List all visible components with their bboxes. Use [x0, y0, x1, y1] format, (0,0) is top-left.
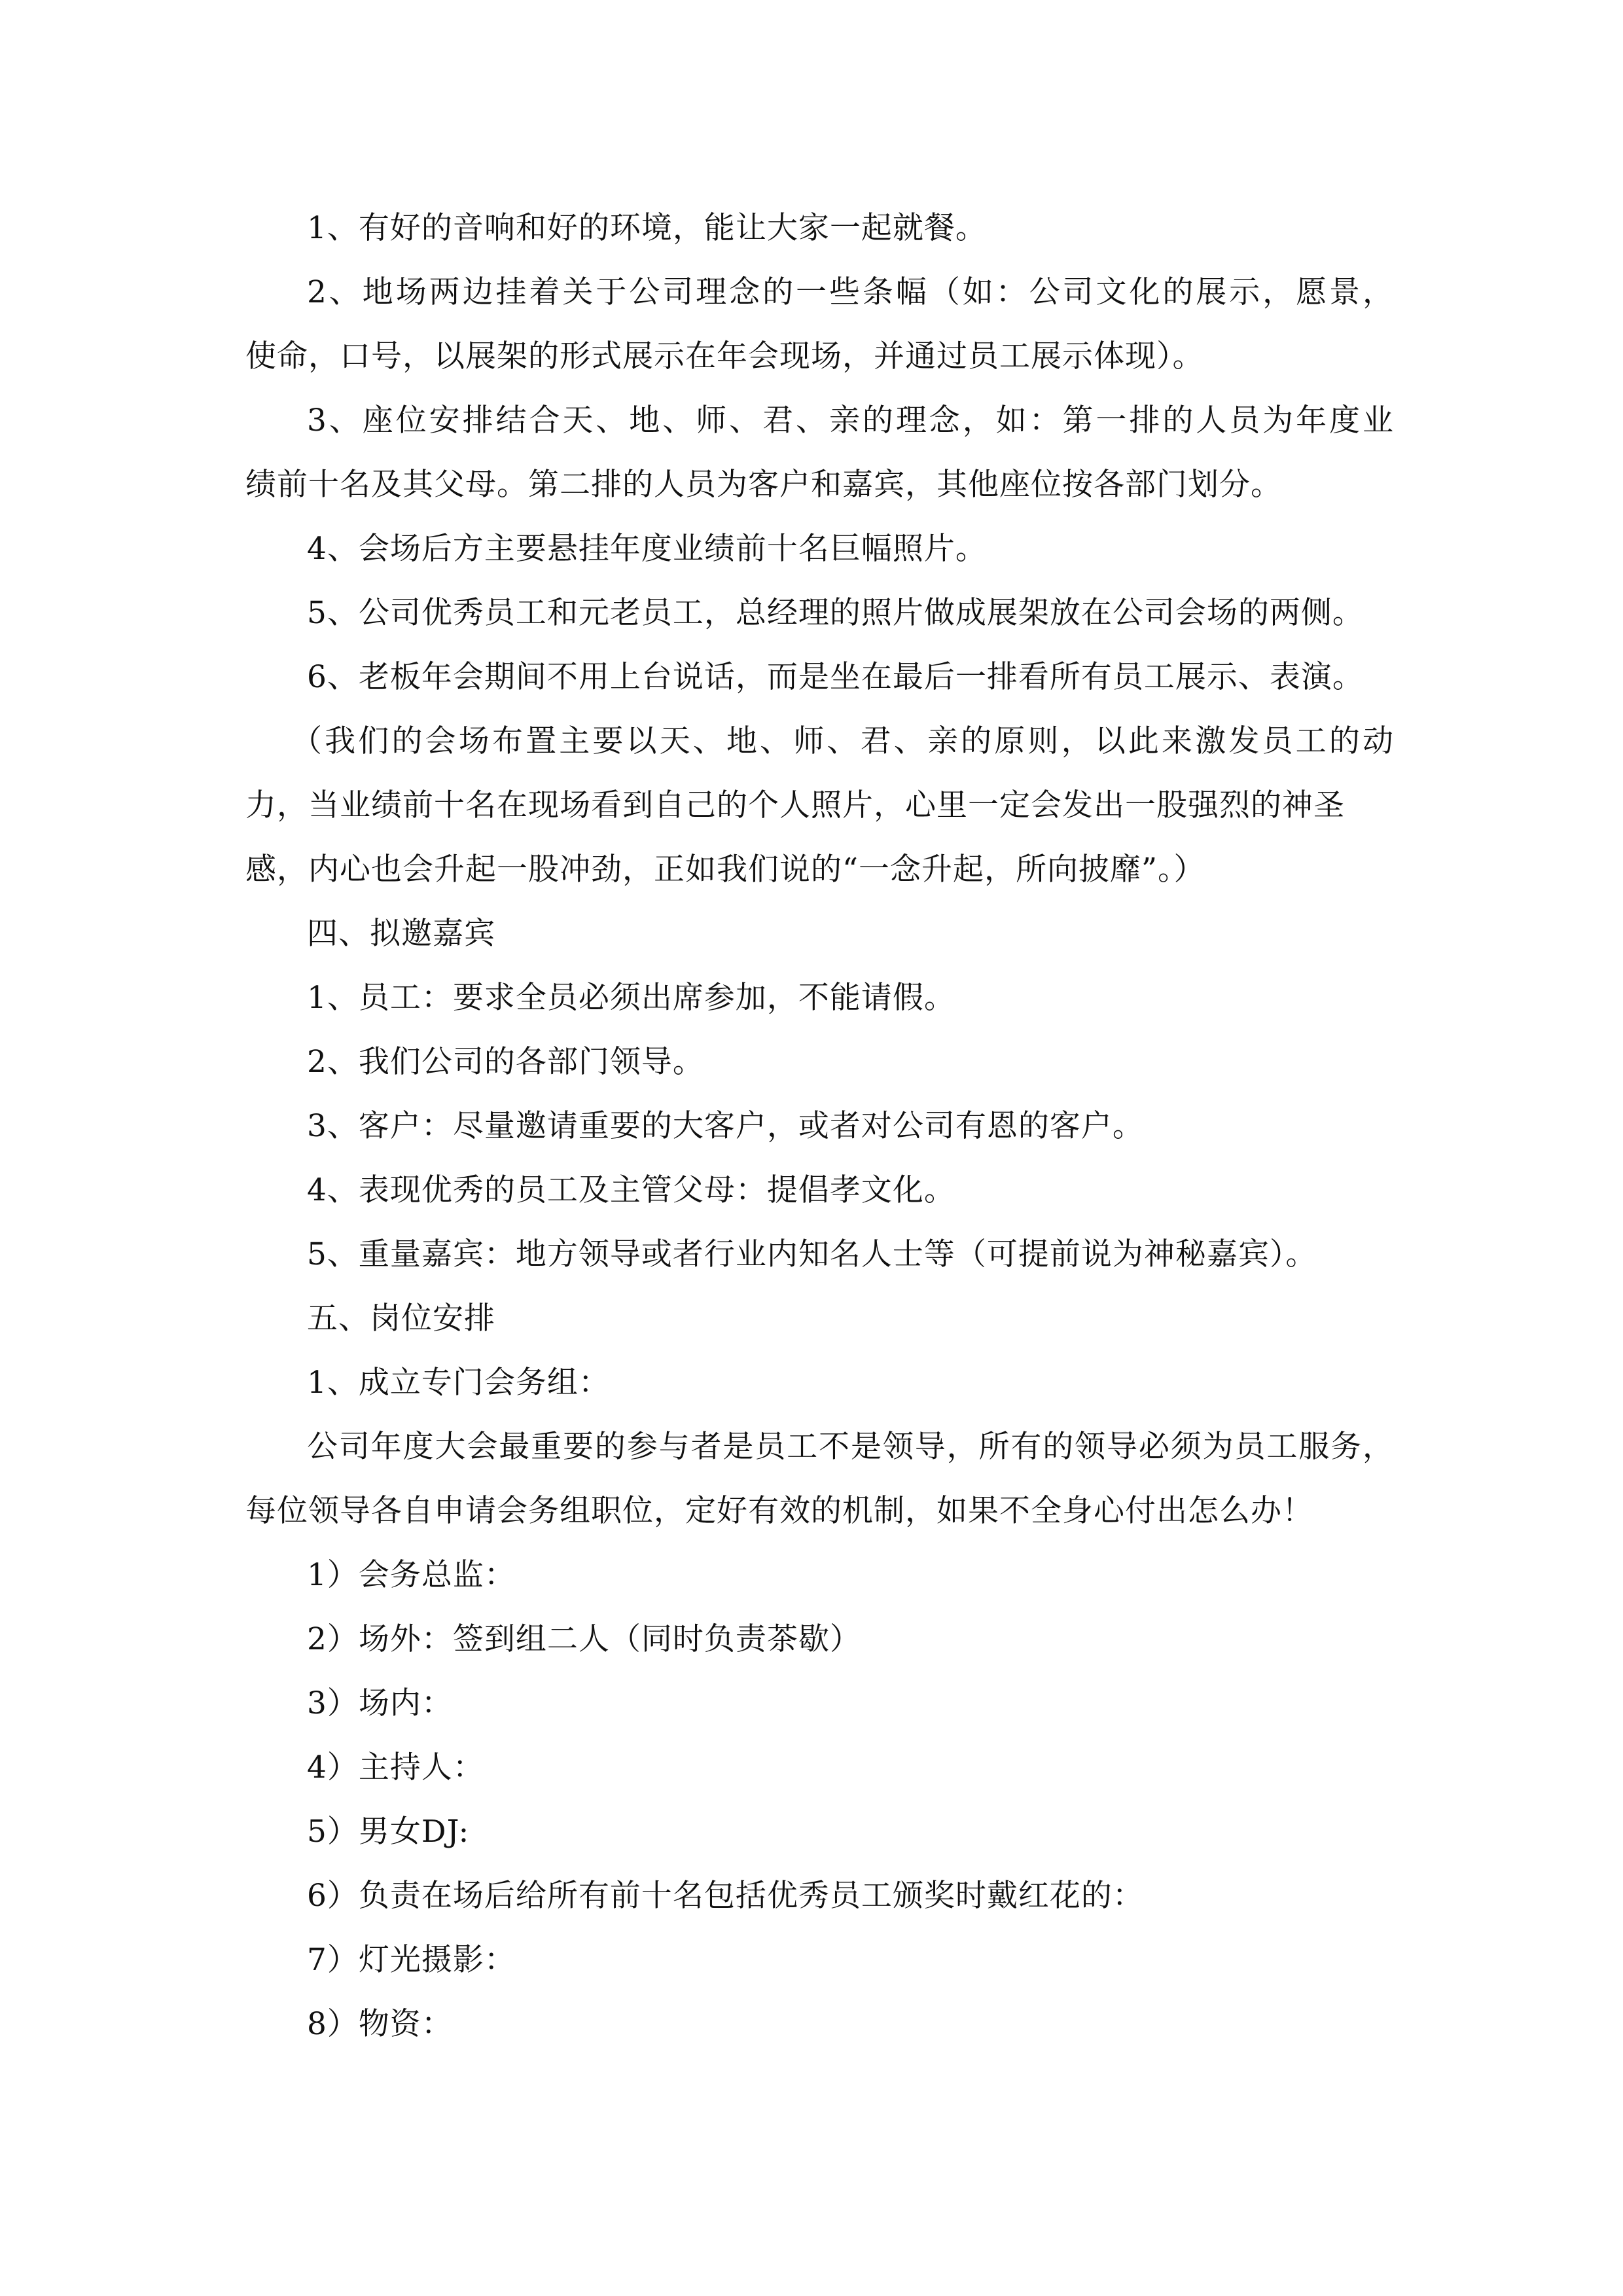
paragraph-line: 公司年度大会最重要的参与者是员工不是领导，所有的领导必须为员工服务， — [307, 1429, 1394, 1465]
list-item: 8）物资： — [307, 2006, 453, 2042]
paragraph-line: 每位领导各自申请会务组职位，定好有效的机制，如果不全身心付出怎么办！ — [245, 1493, 1313, 1529]
paragraph-line: 5、公司优秀员工和元老员工，总经理的照片做成展架放在公司会场的两侧。 — [307, 595, 1364, 631]
list-item: 1、成立专门会务组： — [307, 1365, 610, 1401]
section-heading: 四、拟邀嘉宾 — [307, 916, 495, 952]
list-item: 1）会务总监： — [307, 1557, 516, 1593]
list-item: 3、客户：尽量邀请重要的大客户，或者对公司有恩的客户。 — [307, 1108, 1144, 1144]
list-item: 5）男女DJ: — [307, 1814, 470, 1850]
paragraph-line: 6、老板年会期间不用上台说话，而是坐在最后一排看所有员工展示、表演。 — [307, 659, 1364, 695]
list-item: 3）场内： — [307, 1685, 453, 1721]
document-body — [245, 196, 1394, 2056]
list-item: 2、我们公司的各部门领导。 — [307, 1044, 704, 1080]
list-item: 7）灯光摄影： — [307, 1942, 516, 1978]
list-item: 6）负责在场后给所有前十名包括优秀员工颁奖时戴红花的： — [307, 1878, 1144, 1914]
list-item: 4、表现优秀的员工及主管父母：提倡孝文化。 — [307, 1172, 955, 1208]
paragraph-line: 3、座位安排结合天、地、师、君、亲的理念，如：第一排的人员为年度业 — [307, 403, 1394, 439]
paragraph-line: 力，当业绩前十名在现场看到自己的个人照片，心里一定会发出一股强烈的神圣 — [245, 787, 1345, 823]
paragraph-line: 4、会场后方主要悬挂年度业绩前十名巨幅照片。 — [307, 531, 987, 567]
section-heading: 五、岗位安排 — [307, 1300, 495, 1336]
paragraph-line: 1、有好的音响和好的环境，能让大家一起就餐。 — [307, 210, 987, 246]
paragraph-line: （我们的会场布置主要以天、地、师、君、亲的原则，以此来激发员工的动 — [291, 723, 1394, 759]
paragraph-line: 2、地场两边挂着关于公司理念的一些条幅（如：公司文化的展示，愿景， — [307, 274, 1394, 310]
paragraph-line: 绩前十名及其父母。第二排的人员为客户和嘉宾，其他座位按各部门划分。 — [245, 467, 1282, 503]
list-item: 1、员工：要求全员必须出席参加，不能请假。 — [307, 980, 955, 1016]
paragraph-line: 感，内心也会升起一股冲劲，正如我们说的“一念升起，所向披靡”。） — [245, 852, 1205, 888]
list-item: 2）场外：签到组二人（同时负责茶歇） — [307, 1621, 861, 1657]
paragraph-line: 使命，口号，以展架的形式展示在年会现场，并通过员工展示体现）。 — [245, 338, 1204, 374]
list-item: 5、重量嘉宾：地方领导或者行业内知名人士等（可提前说为神秘嘉宾）。 — [307, 1236, 1317, 1272]
list-item: 4）主持人： — [307, 1749, 484, 1785]
